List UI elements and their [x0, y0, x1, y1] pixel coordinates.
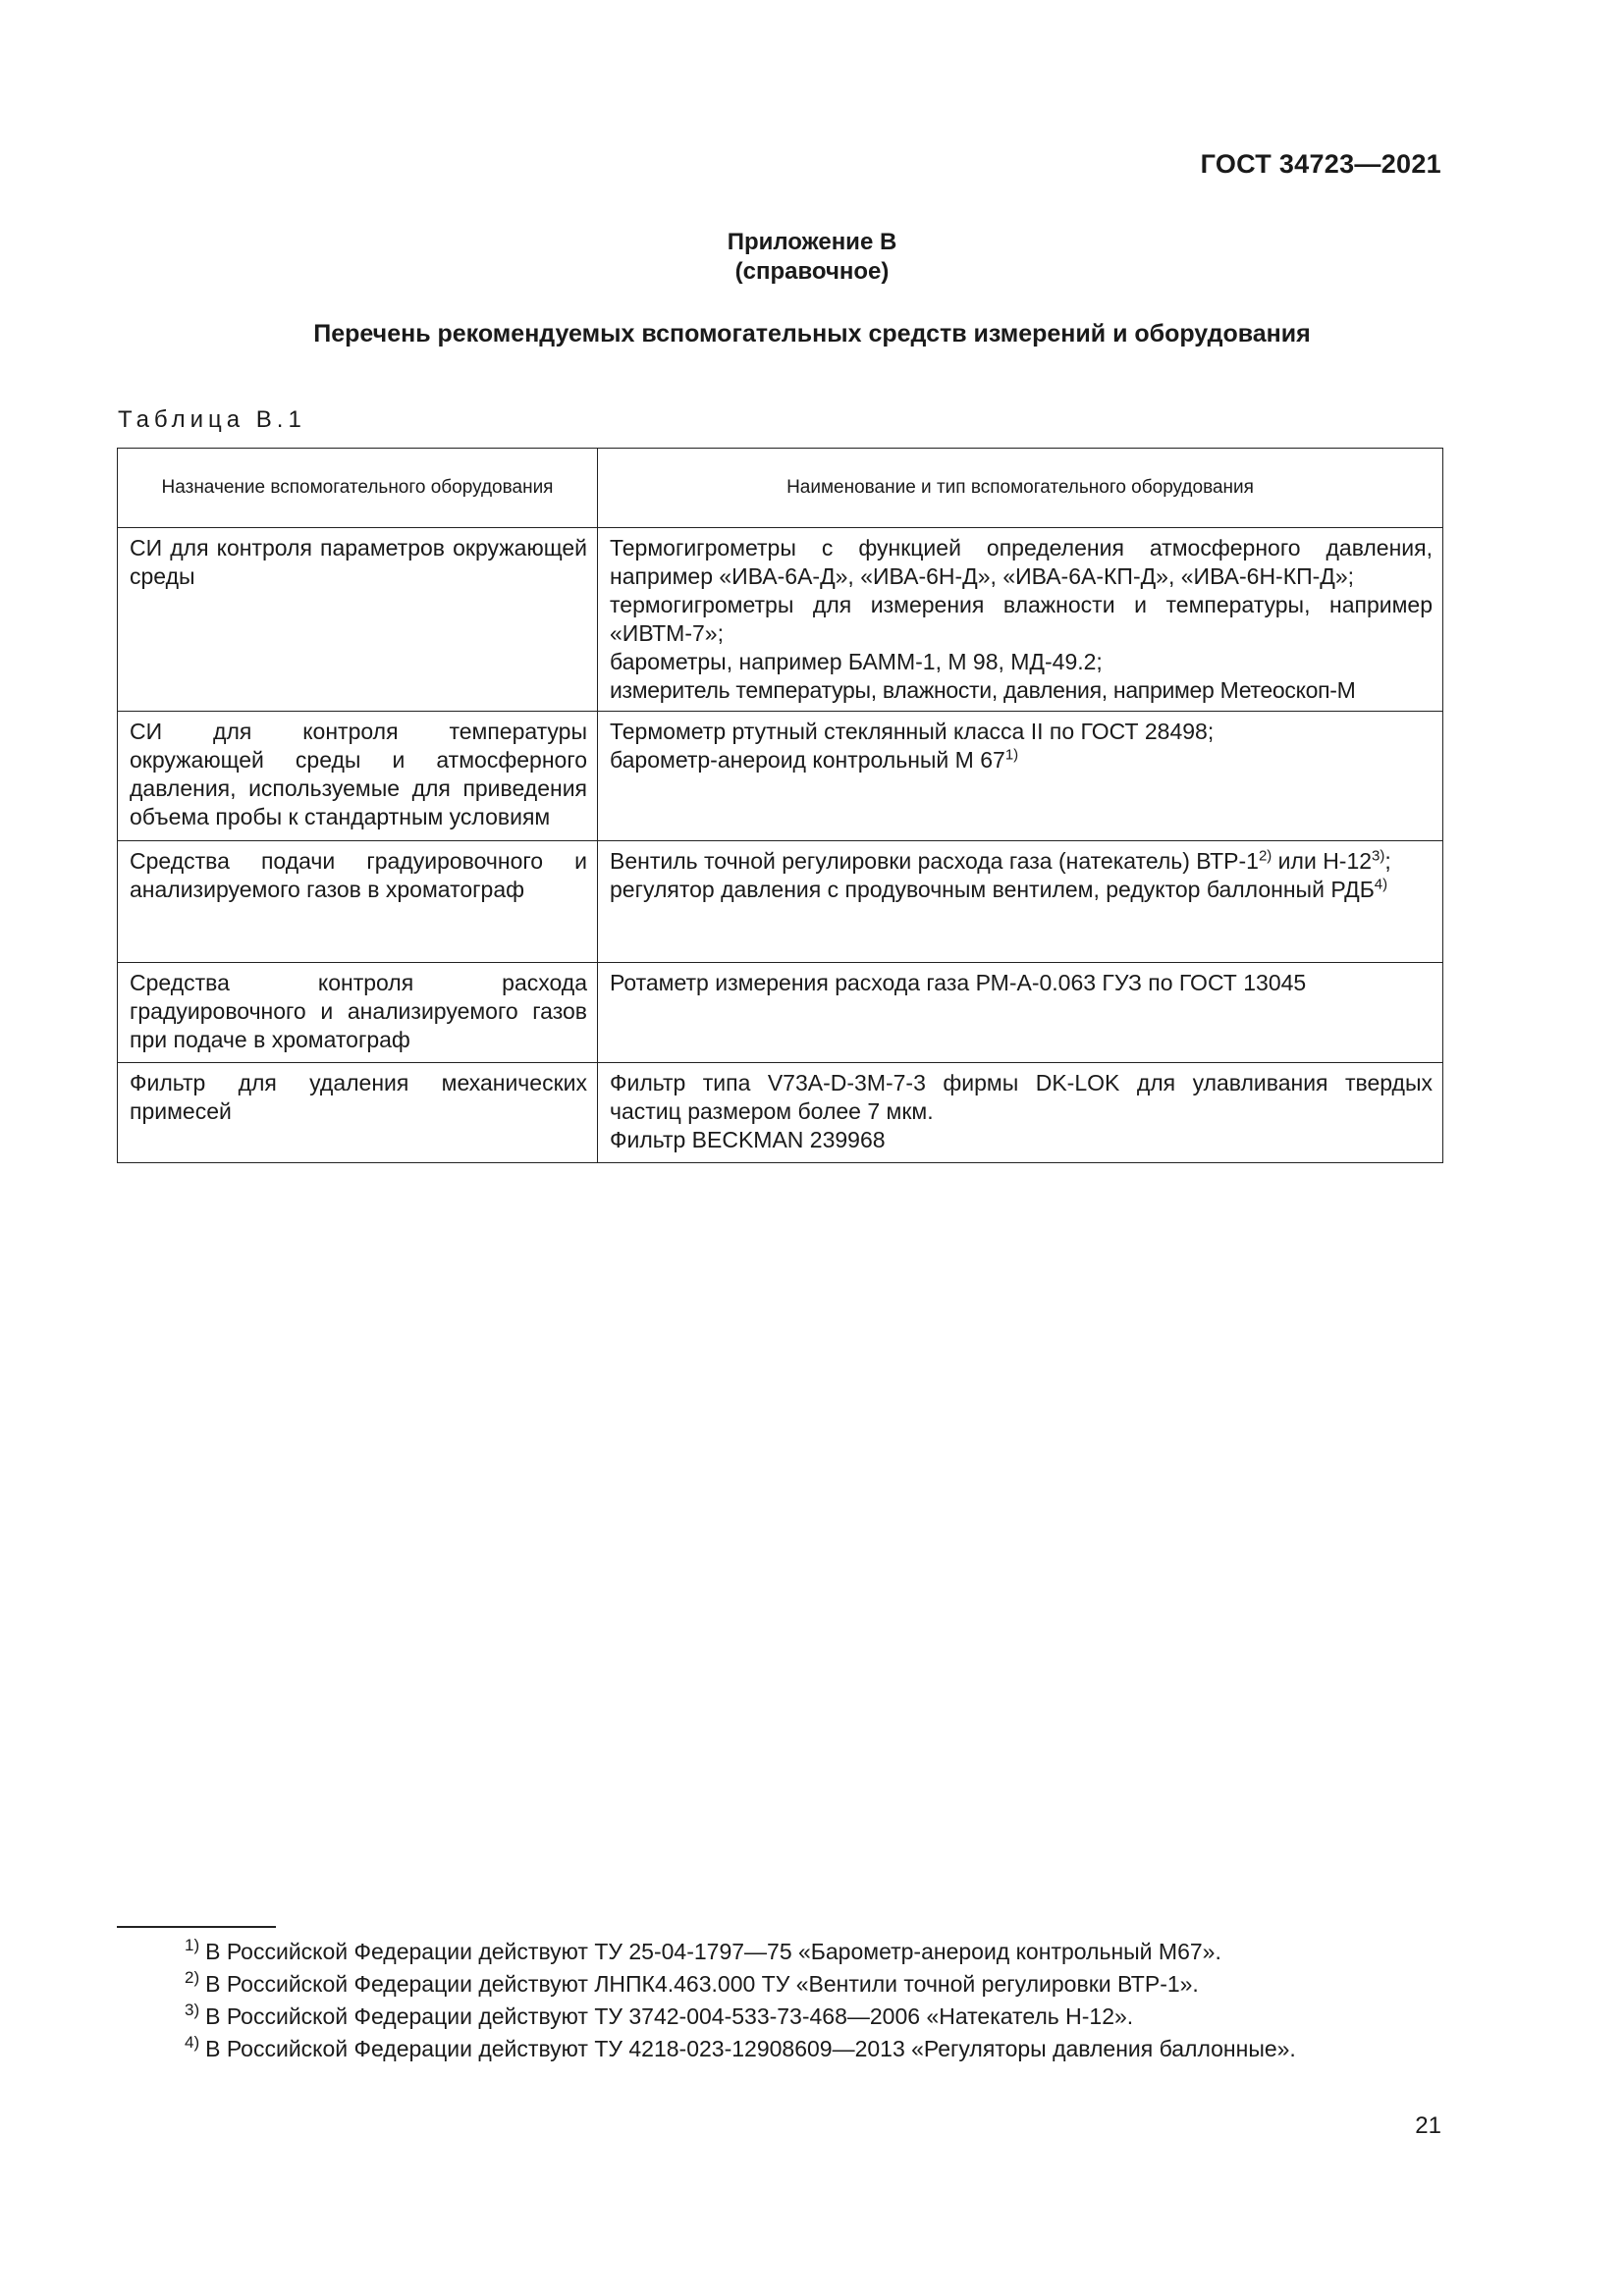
equipment-text: барометр-анероид контрольный М 67 — [610, 747, 1005, 773]
row-equipment — [598, 963, 1443, 1063]
footnote-mark: 1) — [185, 1936, 200, 1955]
row-purpose: Средства контроля расхода градуировочного и анализируемого газов при подаче в хроматограф — [118, 963, 598, 1063]
equipment-line: барометры, например БАММ-1, М 98, МД-49.2; — [610, 649, 1103, 674]
equipment-line: термогигрометры для измерения влажности и температуры, например «ИВТМ-7»; — [610, 592, 1433, 646]
table-row — [118, 528, 1443, 712]
footnote-mark: 4) — [185, 2033, 200, 2053]
appendix-heading — [0, 228, 1624, 287]
footnote-mark: 3) — [185, 2001, 200, 2020]
footnote-ref: 3) — [1372, 847, 1385, 865]
equipment-line: Фильтр типа V73A-D-3M-7-3 фирмы DK-LOK для улавливания твердых частиц размером более 7 мкм. — [610, 1070, 1433, 1124]
table-row — [118, 712, 1443, 841]
row-equipment — [598, 841, 1443, 963]
footnote-text: В Российской Федерации действуют ЛНПК4.463.000 ТУ «Вентили точной регулировки ВТР-1». — [205, 1971, 1199, 1997]
page-number: 21 — [1415, 2112, 1441, 2139]
footnote-mark: 2) — [185, 1968, 200, 1988]
equipment-line: Ротаметр измерения расхода газа РМ-А-0.063 ГУЗ по ГОСТ 13045 — [610, 970, 1307, 995]
row-purpose: СИ для контроля температуры окружающей среды и атмосферного давления, используемые для приведения объема пробы к стандартным условиям — [118, 712, 598, 841]
footnote-text: В Российской Федерации действуют ТУ 25-04-1797—75 «Барометр-анероид контрольный М67». — [205, 1939, 1221, 1964]
equipment-line — [610, 876, 1433, 904]
equipment-text: ; — [1384, 848, 1391, 874]
equipment-line: измеритель температуры, влажности, давления, например Метеоскоп-М — [610, 677, 1356, 703]
footnote-text: В Российской Федерации действуют ТУ 4218-023-12908609—2013 «Регуляторы давления баллонные». — [205, 2036, 1296, 2061]
equipment-line: Термогигрометры с функцией определения атмосферного давления, например «ИВА-6А-Д», «ИВА-6Н-Д», «ИВА-6А-КП-Д», «ИВА-6Н-КП-Д»; — [610, 535, 1433, 589]
row-purpose: Средства подачи градуировочного и анализируемого газов в хроматограф — [118, 841, 598, 963]
table-header-row — [118, 449, 1443, 528]
row-purpose: СИ для контроля параметров окружающей среды — [118, 528, 598, 712]
document-title: Перечень рекомендуемых вспомогательных средств измерений и оборудования — [313, 320, 1311, 347]
footnote — [187, 2001, 1463, 2033]
table-row — [118, 841, 1443, 963]
table-row — [118, 1063, 1443, 1163]
row-equipment — [598, 712, 1443, 841]
footnote-divider — [117, 1926, 276, 1928]
row-equipment — [598, 1063, 1443, 1163]
footnote-ref: 1) — [1004, 746, 1019, 764]
equipment-line — [610, 746, 1433, 774]
footnote-ref: 4) — [1374, 876, 1388, 893]
footnote-ref: 2) — [1258, 847, 1272, 865]
table-row — [118, 963, 1443, 1063]
equipment-line: Фильтр BECKMAN 239968 — [610, 1127, 886, 1152]
document-number: ГОСТ 34723—2021 — [1200, 149, 1441, 179]
equipment-line: Термометр ртутный стеклянный класса II по ГОСТ 28498; — [610, 719, 1215, 744]
row-purpose: Фильтр для удаления механических примесей — [118, 1063, 598, 1163]
appendix-subtitle: (справочное) — [734, 258, 890, 285]
footnote — [187, 2033, 1463, 2065]
appendix-title: Приложение В — [727, 229, 897, 255]
equipment-line — [610, 847, 1433, 876]
row-equipment — [598, 528, 1443, 712]
footnote-text: В Российской Федерации действуют ТУ 3742-004-533-73-468—2006 «Натекатель Н-12». — [205, 2003, 1134, 2029]
footnote — [187, 1936, 1463, 1968]
equipment-text: или Н-12 — [1272, 848, 1373, 874]
equipment-text: Вентиль точной регулировки расхода газа (натекатель) ВТР-1 — [610, 848, 1259, 874]
table-label: Таблица В.1 — [118, 406, 306, 433]
equipment-table — [117, 448, 1443, 1163]
header-equipment: Наименование и тип вспомогательного оборудования — [598, 449, 1443, 528]
footnotes — [187, 1936, 1463, 2065]
footnote — [187, 1968, 1463, 2001]
equipment-text: регулятор давления с продувочным вентилем, редуктор баллонный РДБ — [610, 877, 1375, 902]
header-purpose: Назначение вспомогательного оборудования — [118, 449, 598, 528]
